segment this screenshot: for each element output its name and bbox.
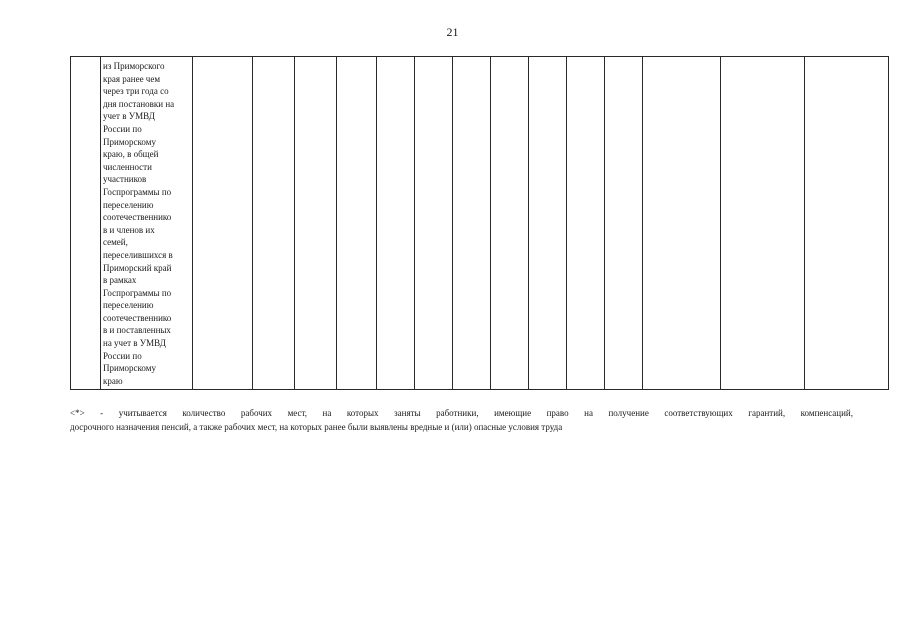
table-cell-empty (529, 57, 567, 390)
table-cell-description (101, 57, 193, 390)
description-line: в и членов их (103, 224, 155, 235)
description-line: дня постановки на (103, 98, 175, 109)
table-cell-empty (415, 57, 453, 390)
description-line: в рамках (103, 275, 137, 286)
table-cell-empty (377, 57, 415, 390)
table-cell-empty (337, 57, 377, 390)
table-cell-empty (805, 57, 889, 390)
description-line: семей, (103, 237, 128, 248)
table-cell-empty (567, 57, 605, 390)
description-line: соотечественнико (103, 312, 172, 323)
table-cell-empty (295, 57, 337, 390)
description-line: Приморский край (103, 262, 172, 273)
description-line: России по (103, 123, 142, 134)
description-line: Госпрограммы по (103, 287, 172, 298)
description-line: учет в УМВД (103, 111, 155, 122)
description-line: России по (103, 350, 142, 361)
description-line: из Приморского (103, 61, 165, 71)
table-cell-empty (491, 57, 529, 390)
table-cell-empty (193, 57, 253, 390)
page-number: 21 (446, 25, 459, 39)
description-line: Приморскому (103, 363, 156, 374)
description-line: переселению (103, 300, 154, 311)
table-cell-empty (721, 57, 805, 390)
description-line: соотечественнико (103, 212, 172, 223)
table-cell-empty (643, 57, 721, 390)
description-line: краю, в общей (103, 149, 159, 160)
description-line: в и поставленных (103, 325, 171, 336)
description-line: Приморскому (103, 136, 156, 147)
description-line: краю (103, 375, 123, 386)
description-line: на учет в УМВД (103, 338, 166, 349)
description-line: численности (103, 161, 152, 172)
footnote-line: <*> - учитывается количество рабочих мест, на которых заняты работники, имеющие право на получение соответствующих гарантий, компенсаций, (70, 408, 853, 418)
description-line: через три года со (103, 86, 169, 97)
table-cell-empty (253, 57, 295, 390)
table-cell-index (71, 57, 101, 390)
description-line: участников (103, 174, 147, 185)
description-line: переселившихся в (103, 249, 173, 260)
table-cell-empty (453, 57, 491, 390)
description-line: края ранее чем (103, 73, 161, 84)
table-row (71, 57, 889, 390)
description-line: переселению (103, 199, 154, 210)
footnote (70, 406, 853, 434)
footnote-line: досрочного назначения пенсий, а также рабочих мест, на которых ранее были выявлены вредные и (или) опасные условия труда (70, 422, 563, 432)
table-cell-empty (605, 57, 643, 390)
description-line: Госпрограммы по (103, 186, 172, 197)
data-table (70, 56, 889, 390)
